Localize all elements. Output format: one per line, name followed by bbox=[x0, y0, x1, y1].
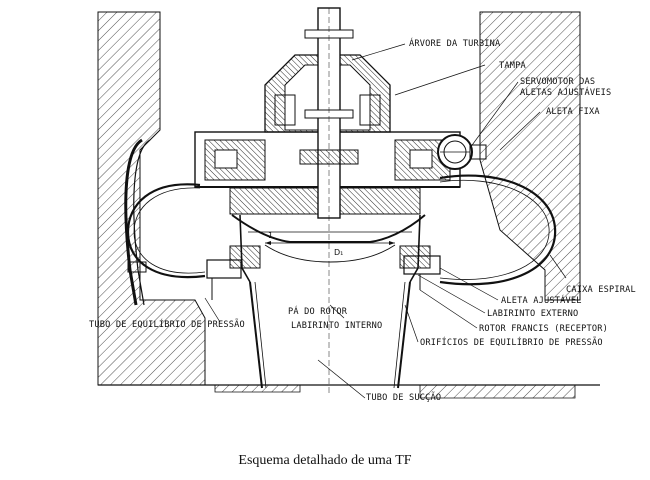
label-shaft: ÁRVORE DA TURBINA bbox=[409, 39, 501, 49]
d1-dimension bbox=[265, 231, 395, 257]
dim-d1-label: D₁ bbox=[334, 248, 344, 257]
label-pressure-tube: TUBO DE EQUILÍBRIO DE PRESSÃO bbox=[89, 320, 245, 330]
label-cover: TAMPA bbox=[499, 61, 526, 71]
dim-1-label: 1 bbox=[268, 231, 274, 240]
label-francis-rotor: ROTOR FRANCIS (RECEPTOR) bbox=[479, 324, 608, 334]
francis-runner bbox=[230, 215, 430, 282]
figure-caption: Esquema detalhado de uma TF bbox=[238, 453, 412, 468]
label-external-labyrinth: LABIRINTO EXTERNO bbox=[487, 309, 579, 319]
servomotor bbox=[438, 135, 486, 169]
label-servomotor-1: SERVOMOTOR DAS bbox=[520, 77, 596, 87]
label-fixed-vane: ALETA FIXA bbox=[546, 107, 600, 117]
label-rotor-blade: PÁ DO ROTOR bbox=[288, 307, 348, 317]
label-adjustable-vane: ALETA AJUSTÁVEL bbox=[501, 296, 582, 306]
label-spiral-case: CAIXA ESPIRAL bbox=[566, 285, 636, 295]
label-suction-tube: TUBO DE SUCÇÃO bbox=[366, 393, 442, 403]
label-balance-orifices: ORIFÍCIOS DE EQUILÍBRIO DE PRESSÃO bbox=[420, 338, 603, 348]
label-servomotor-2: ALETAS AJUSTÁVEIS bbox=[520, 88, 612, 98]
label-internal-labyrinth: LABIRINTO INTERNO bbox=[291, 321, 383, 331]
